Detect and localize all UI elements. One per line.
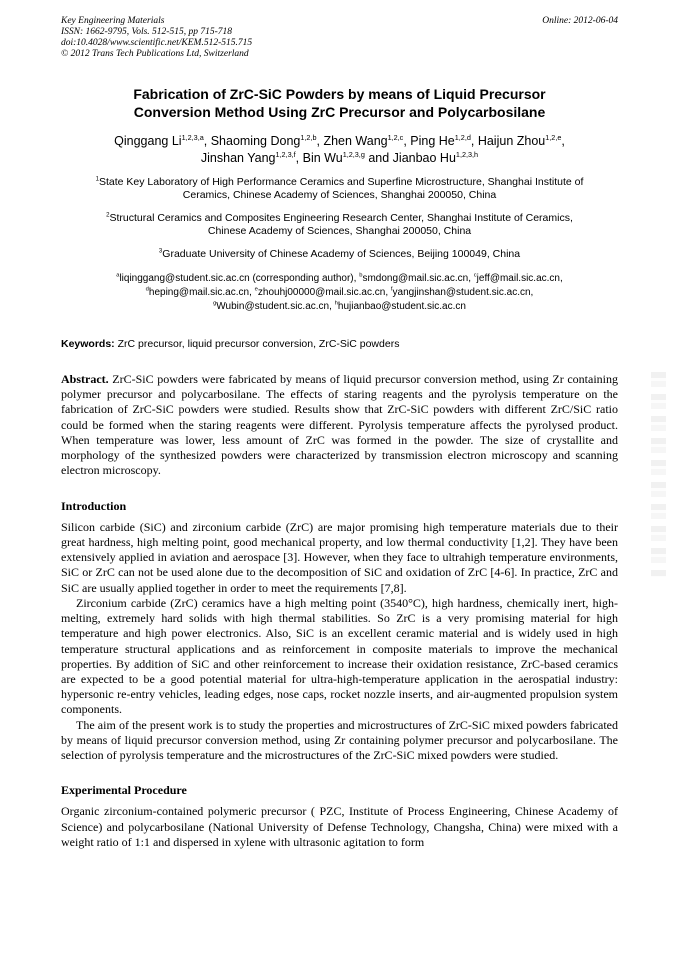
email-separator: , [385, 287, 391, 298]
affiliation-3 [90, 248, 590, 261]
email-item [213, 301, 335, 312]
author-separator: , [316, 134, 324, 149]
email-separator: (corresponding author), [249, 273, 360, 284]
watermark [651, 372, 666, 577]
journal-name: Key Engineering Materials [61, 16, 165, 26]
author-name: Zhen Wang [323, 134, 388, 149]
email-address: hujianbao@student.sic.ac.cn [337, 301, 466, 312]
author-affil-sup: 1,2,3,g [342, 149, 365, 159]
author-line [100, 133, 580, 167]
author-name: Jianbao Hu [392, 150, 456, 165]
introduction-paragraph-1: Silicon carbide (SiC) and zirconium carbide (ZrC) are major promising high temperature materials due to their great hardness, high melting point, good mechanical property, and low thermal conductivity [1,2]. They have been extensively applied in aviation and aerospace [3]. However, when they face to ultrahigh temperature environments, SiC or ZrC can not be used alone due to the decomposition of SiC and oxidation of ZrC [4-6]. In practice, ZrC and SiC are usually applied together in order to meet the requirements [7,8]. [61, 519, 618, 595]
email-address: heping@mail.sic.ac.cn [148, 287, 250, 298]
author-separator: , [470, 134, 478, 149]
author-affil-sup: 1,2,d [454, 132, 471, 142]
email-sup: g [213, 300, 217, 307]
copyright-line: © 2012 Trans Tech Publications Ltd, Switzerland [61, 49, 249, 60]
section-heading-introduction: Introduction [61, 498, 127, 513]
author [478, 134, 565, 148]
journal-info [61, 16, 252, 60]
email-address: liqinggang@student.sic.ac.cn [119, 273, 250, 284]
author-name: Haijun Zhou [477, 134, 546, 149]
author [410, 134, 478, 148]
affiliation-text: Graduate University of Chinese Academy of Sciences, Beijing 100049, China [162, 247, 521, 260]
email-separator: , [329, 301, 335, 312]
affiliation-sup: 3 [158, 247, 163, 255]
author [303, 151, 393, 165]
author-separator: , [561, 134, 565, 149]
author-separator: , [295, 150, 303, 165]
email-sup: b [359, 272, 363, 279]
affiliation-text: Structural Ceramics and Composites Engineering Research Center, Shanghai Institute of Ceramics, Chinese Academy of Sciences, Shanghai 200050, China [109, 211, 573, 238]
email-item [116, 273, 359, 284]
email-item [255, 287, 391, 298]
affiliation-1 [90, 176, 590, 203]
email-separator: , [468, 273, 474, 284]
doi-line: doi:10.4028/www.scientific.net/KEM.512-515.715 [61, 38, 253, 49]
email-separator: , [559, 273, 563, 284]
email-sup: f [390, 286, 393, 293]
author-name: Bin Wu [302, 150, 343, 165]
affiliation-sup: 1 [95, 175, 99, 183]
author-affil-sup: 1,2,e [545, 132, 562, 142]
affiliation-text: State Key Laboratory of High Performance Ceramics and Superfine Microstructure, Shanghai Institute of Ceramics, Chinese Academy of Sciences, Shanghai 200050, China [98, 175, 584, 202]
abstract-label: Abstract. [61, 372, 109, 386]
keywords-label: Keywords: [61, 338, 115, 350]
email-address: Wubin@student.sic.ac.cn [216, 301, 330, 312]
email-separator: , [530, 287, 534, 298]
author [114, 134, 211, 148]
page-header [61, 16, 618, 60]
email-separator: , [249, 287, 255, 298]
email-sup: a [116, 272, 120, 279]
author-separator: , [403, 134, 411, 149]
email-line [105, 272, 575, 314]
email-address: jeff@mail.sic.ac.cn [476, 273, 560, 284]
email-item [335, 301, 466, 312]
introduction-paragraph-2: Zirconium carbide (ZrC) ceramics have a high melting point (3540°C), high hardness, chemically inert, high-melting, extremely hard solids with high thermal stabilities. So ZrC is a very promising material for high temperature and high power electronics. Also, SiC is an excellent ceramic material and is widely used in high temperature structural applications and as reinforcement in composite materials to improve the mechanical properties. By addition of SiC and other reinforcement to increase their oxidation resistance, ZrC-based ceramics are expected to be a good potential material for ultra-high-temperature application in the aerospatial industry: hypersonic re-entry vehicles, leading edges, nose caps, rocket nozzle inserts, and air-augmented propulsion system components. [61, 595, 618, 717]
author [393, 151, 478, 165]
email-item [146, 287, 255, 298]
author-affil-sup: 1,2,b [300, 132, 317, 142]
email-item [391, 287, 533, 298]
email-item [474, 273, 563, 284]
author [211, 134, 324, 148]
affiliation-sup: 2 [106, 211, 110, 219]
affiliation-2 [90, 212, 590, 239]
author-name: Jinshan Yang [200, 150, 276, 165]
email-sup: e [254, 286, 258, 293]
author-separator: , [203, 134, 211, 149]
author-separator: and [364, 150, 393, 165]
experimental-paragraph-1: Organic zirconium-contained polymeric precursor ( PZC, Institute of Process Engineering, Chinese Academy of Science) and polycarbosilane (National University of Defense Technology, Changsha, China) were mixed with a weight ratio of 1:1 and dispersed in xylene with ultrasonic agitation to form [61, 804, 618, 849]
email-address: smdong@mail.sic.ac.cn [362, 273, 469, 284]
paper-title: Fabrication of ZrC-SiC Powders by means of Liquid Precursor Conversion Method Using ZrC Precursor and Polycarbosilane [133, 86, 546, 120]
email-sup: c [473, 272, 477, 279]
author [201, 151, 303, 165]
issn-line: ISSN: 1662-9795, Vols. 512-515, pp 715-718 [61, 27, 232, 38]
introduction-paragraph-3: The aim of the present work is to study the properties and microstructures of ZrC-SiC mixed powders fabricated by means of liquid precursor conversion method, using Zr containing polymer precursor and polycarbosilane. The selection of pyrolysis temperature and the microstructures of the ZrC-SiC mixed powders were studied. [61, 717, 618, 763]
author-name: Ping He [410, 134, 455, 149]
author-affil-sup: 1,2,c [387, 132, 404, 142]
author-affil-sup: 1,2,3,a [181, 132, 204, 142]
keywords-text: ZrC precursor, liquid precursor conversion, ZrC-SiC powders [114, 338, 400, 350]
author-affil-sup: 1,2,3,f [275, 149, 296, 159]
email-sup: d [145, 286, 149, 293]
online-date: Online: 2012-06-04 [542, 16, 618, 26]
author-name: Qinggang Li [114, 134, 182, 149]
email-address: yangjinshan@student.sic.ac.cn [392, 287, 531, 298]
author-name: Shaoming Dong [210, 134, 301, 149]
abstract [61, 372, 618, 479]
email-item [359, 273, 474, 284]
email-sup: h [334, 300, 338, 307]
section-heading-experimental: Experimental Procedure [61, 783, 187, 798]
author [323, 134, 410, 148]
email-address: zhouhj00000@mail.sic.ac.cn [257, 287, 386, 298]
author-affil-sup: 1,2,3,h [455, 149, 479, 159]
keywords-line [61, 338, 618, 350]
abstract-text: ZrC-SiC powders were fabricated by means of liquid precursor conversion method, using Zr containing polymer precursor and polycarbosilane. The effects of staring reagents and the pyrolysis temperature on the fabrication of ZrC-SiC powders were studied. Results show that ZrC-SiC powders with different ZrC/SiC ratio could be formed when the staring reagents were different. Pyrolysis temperature affects the pyrolysed product. When temperature was lower, less amount of ZrC was formed in the powder. The size of crystallite and morphology of the synthesized powders were characterized by transmission electron microscopy and scanning electron microscopy. [61, 372, 618, 478]
